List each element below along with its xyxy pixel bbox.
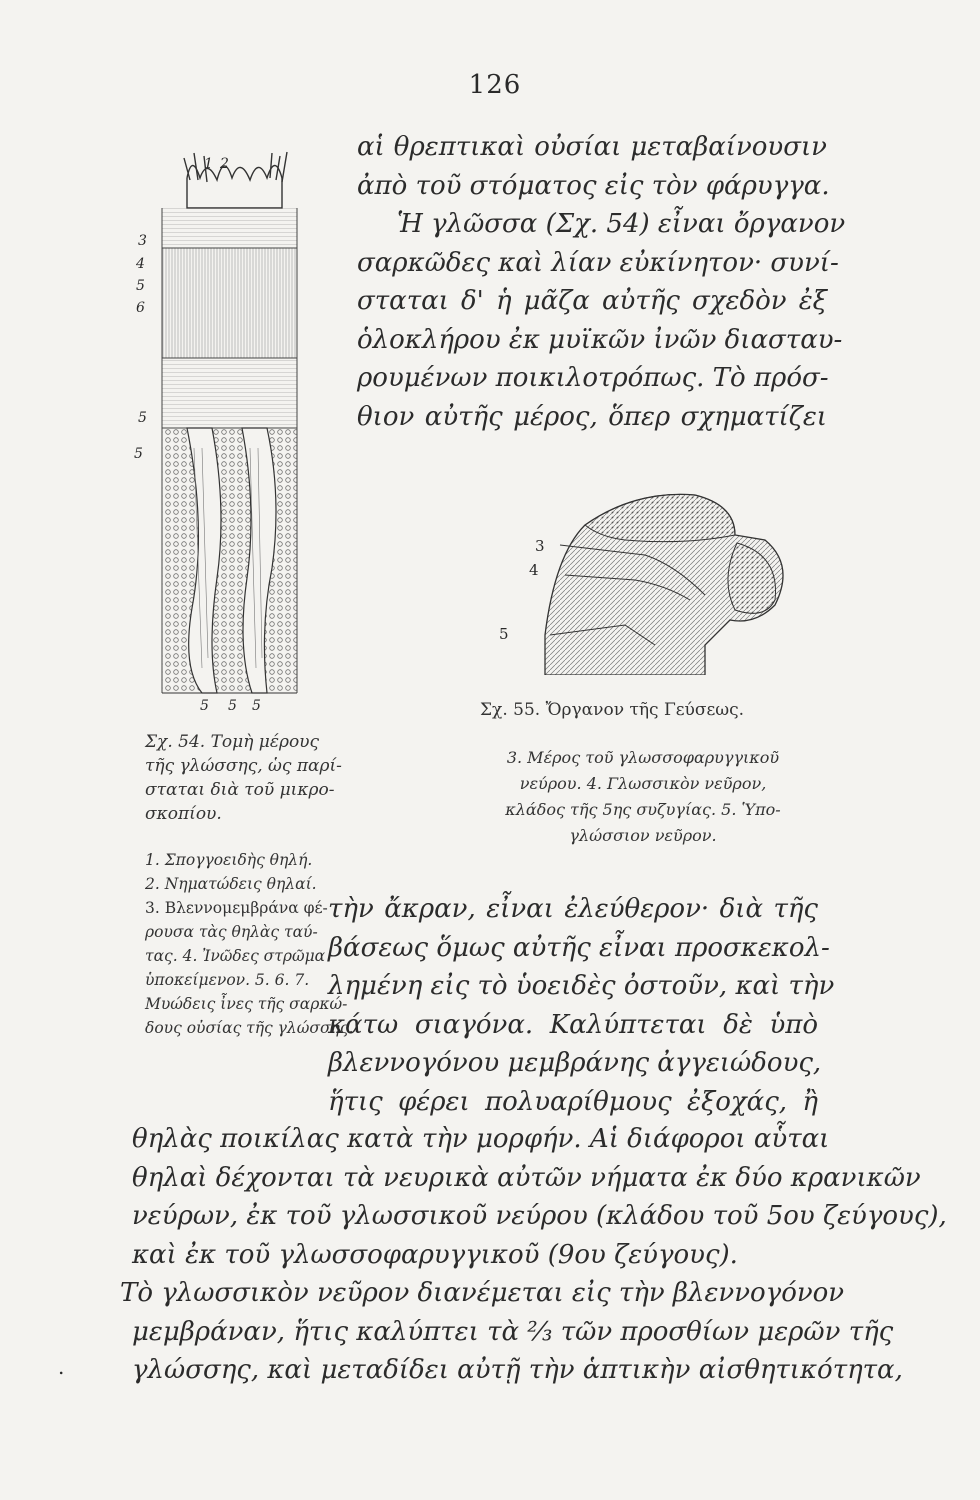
text-line: θιον αὐτῆς μέρος, ὅπερ σχηματίζει	[357, 401, 827, 432]
legend-line: γλώσσιον νεῦρον.	[569, 826, 717, 845]
figure-54-caption	[145, 730, 342, 826]
fig55-label: 3	[535, 537, 545, 555]
figure-55-taste-organ	[499, 485, 805, 675]
text-line: ὁλοκλήρου ἐκ μυϊκῶν ἰνῶν διασταυ-	[357, 324, 843, 355]
legend-line: 2. Νηματώδεις θηλαί.	[145, 875, 317, 893]
text-line: ἀπὸ τοῦ στόματος εἰς τὸν φάρυγγα.	[357, 170, 830, 201]
legend-line: 1. Σπογγοειδὴς θηλή.	[145, 851, 313, 869]
text-line: κάτω σιαγόνα. Καλύπτεται δὲ ὑπὸ	[328, 1009, 818, 1040]
fig55-label: 5	[499, 625, 509, 643]
text-line: βλεννογόνου μεμβράνης ἀγγειώδους,	[328, 1048, 822, 1078]
figure-54-labels	[132, 148, 317, 713]
margin-mark: .	[58, 1355, 65, 1379]
fig54-label: 5	[252, 698, 261, 714]
text-line: θηλαὶ δέχονται τὰ νευρικὰ αὐτῶν νήματα ἐκ δύο κρανικῶν	[132, 1162, 921, 1193]
text-line: Ἡ γλῶσσα (Σχ. 54) εἶναι ὄργανον	[397, 209, 846, 239]
legend-line: νεύρου. 4. Γλωσσικὸν νεῦρον,	[519, 774, 767, 793]
text-line: Τὸ γλωσσικὸν νεῦρον διανέμεται εἰς τὴν βλεννογόνον	[120, 1278, 845, 1308]
text-line: ἥτις φέρει πολυαρίθμους ἐξοχάς, ἢ	[328, 1086, 818, 1117]
text-line: λημένη εἰς τὸ ὑοειδὲς ὀστοῦν, καὶ τὴν	[328, 971, 835, 1001]
figure-55-caption: Σχ. 55. Ὄργανον τῆς Γεύσεως.	[480, 700, 745, 720]
text-line: σταται δ' ἡ μᾶζα αὐτῆς σχεδὸν ἐξ	[357, 286, 827, 316]
figure-54-tongue-section	[132, 148, 317, 713]
legend-line: ρουσα τὰς θηλὰς ταύ-	[145, 923, 318, 941]
caption-line: σταται διὰ τοῦ μικρο-	[145, 780, 335, 800]
legend-line: κλάδος τῆς 5ης συζυγίας. 5. Ὑπο-	[505, 800, 781, 819]
legend-line: δους οὐσίας τῆς γλώσσης.	[145, 1019, 354, 1037]
legend-line: 3. Βλεννομεμβράνα φέ-	[145, 899, 328, 917]
paragraph-middle	[328, 890, 835, 1121]
text-line: σαρκῶδες καὶ λίαν εὐκίνητον· συνί-	[357, 247, 839, 278]
text-line: γλώσσης, καὶ μεταδίδει αὐτῇ τὴν ἁπτικὴν αἰσθητικότητα,	[132, 1355, 903, 1385]
page-number: 126	[468, 70, 522, 100]
fig54-label: 6	[136, 300, 145, 316]
text-line: θηλὰς ποικίλας κατὰ τὴν μορφήν. Αἱ διάφοροι αὗται	[132, 1124, 830, 1154]
figure-55-legend	[478, 745, 808, 849]
paragraph-top	[357, 128, 846, 436]
text-line: τὴν ἄκραν, εἶναι ἐλεύθερον· διὰ τῆς	[328, 894, 818, 924]
text-line: μεμβράναν, ἥτις καλύπτει τὰ ⅔ τῶν προσθίων μερῶν τῆς	[132, 1316, 894, 1347]
fig54-label: 5	[138, 410, 147, 426]
caption-line: σκοπίου.	[145, 804, 222, 824]
fig54-label: 1	[204, 156, 213, 172]
fig54-label: 5	[134, 446, 143, 462]
text-line: νεύρων, ἐκ τοῦ γλωσσικοῦ νεύρου (κλάδου τοῦ 5ου ζεύγους),	[132, 1201, 947, 1231]
fig54-label: 5	[200, 698, 209, 714]
fig54-label: 5	[228, 698, 237, 714]
figure-55-labels	[499, 485, 805, 675]
legend-line: 3. Μέρος τοῦ γλωσσοφαρυγγικοῦ	[506, 748, 780, 767]
caption-line: Σχ. 54. Τομὴ μέρους	[145, 732, 320, 752]
legend-line: τας. 4. Ἰνῶδες στρῶμα	[145, 947, 326, 965]
fig55-label: 4	[529, 561, 539, 579]
text-line: καὶ ἐκ τοῦ γλωσσοφαρυγγικοῦ (9ου ζεύγους).	[132, 1239, 738, 1270]
figure-54-legend	[145, 848, 354, 1040]
text-line: βάσεως ὅμως αὐτῆς εἶναι προσκεκολ-	[328, 932, 830, 963]
fig54-label: 4	[136, 256, 145, 272]
fig54-label: 2	[220, 156, 229, 172]
paragraph-bottom	[120, 1120, 947, 1390]
text-line: ρουμένων ποικιλοτρόπως. Τὸ πρόσ-	[357, 363, 829, 393]
fig54-label: 3	[138, 233, 147, 249]
fig54-label: 5	[136, 278, 145, 294]
caption-line: τῆς γλώσσης, ὡς παρί-	[145, 756, 342, 776]
legend-line: Μυώδεις ἶνες τῆς σαρκώ-	[145, 995, 348, 1013]
text-line: αἱ θρεπτικαὶ οὐσίαι μεταβαίνουσιν	[357, 132, 827, 162]
legend-line: ὑποκείμενον. 5. 6. 7.	[145, 971, 310, 989]
